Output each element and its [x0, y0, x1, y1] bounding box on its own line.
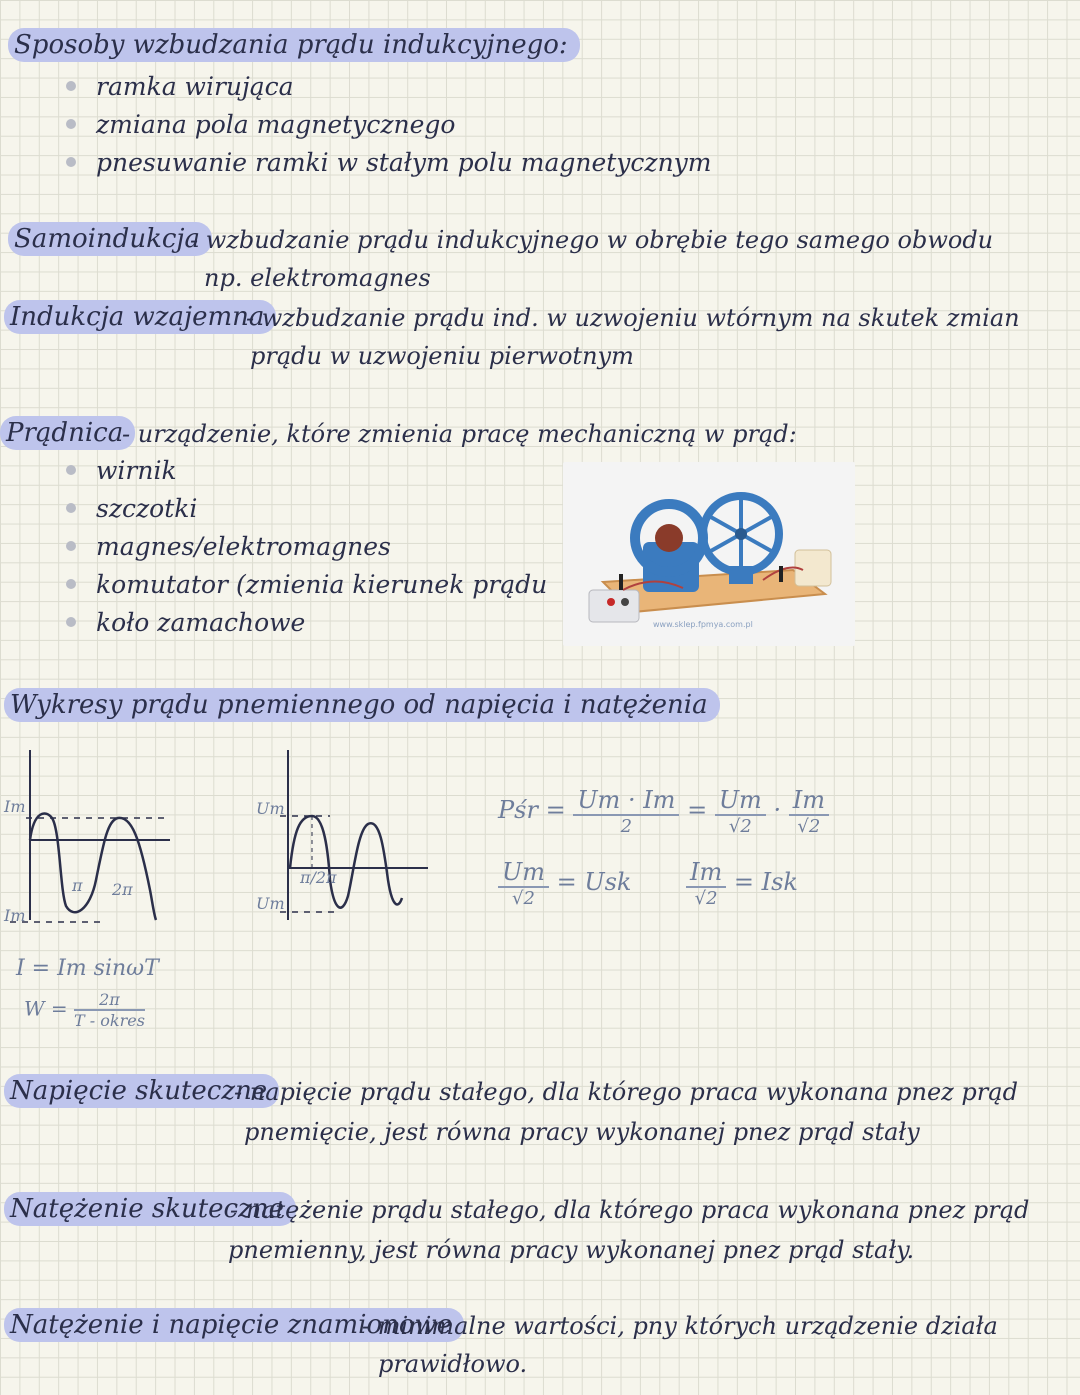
equation-current: I = Im sinωT	[16, 956, 159, 981]
power-den1: 2	[620, 816, 633, 837]
photo-caption: www.sklep.fpmya.com.pl	[653, 620, 753, 629]
isk-num: Im	[686, 858, 726, 888]
omega-num: 2π	[74, 990, 145, 1011]
usk-right: = Usk	[556, 868, 632, 896]
pradnica-definition: - urządzenie, które zmienia pracę mechaniczną w prąd:	[122, 420, 797, 448]
list-item: zmiana pola magnetycznego	[62, 106, 712, 144]
isk-den: √2	[694, 888, 718, 909]
power-num1: Um · Im	[573, 786, 679, 816]
omega-den: T - okres	[74, 1011, 145, 1030]
usk-num: Um	[498, 858, 549, 888]
isk-frac	[686, 858, 726, 909]
power-frac2	[715, 786, 766, 837]
isk-right: = Isk	[733, 868, 798, 896]
term-pradnica: Prądnica	[0, 416, 135, 450]
heading-wykresy: Wykresy prądu pnemiennego od napięcia i natężenia	[4, 688, 720, 722]
graph2-tick1: π/2	[300, 868, 327, 887]
indukcja-definition-line2: prądu w uzwojeniu pierwotnym	[250, 342, 634, 370]
graph2-bottom-label: Um	[256, 894, 285, 913]
list-item: szczotki	[62, 490, 547, 528]
equation-omega	[24, 990, 145, 1030]
samoindukcja-definition-line1: - wzbudzanie prądu indukcyjnego w obrębie tego samego obwodu	[190, 226, 994, 254]
power-left: Pśr =	[498, 796, 566, 824]
sposoby-list	[62, 68, 712, 182]
graph2-top-label: Um	[256, 799, 285, 818]
generator-photo	[563, 462, 855, 646]
list-item: pnesuwanie ramki w stałym polu magnetycznym	[62, 144, 712, 182]
power-frac1	[573, 786, 679, 837]
omega-left: W =	[24, 996, 68, 1021]
samoindukcja-definition-line2: np. elektromagnes	[204, 264, 431, 292]
usk-den: √2	[512, 888, 535, 909]
napiecie-definition-line1: - napięcie prądu stałego, dla którego praca wykonana pnez prąd	[234, 1078, 1018, 1106]
term-napiecie-skuteczne: Napięcie skuteczne	[4, 1074, 279, 1108]
graph-current	[0, 740, 200, 940]
generator-illustration	[563, 462, 855, 646]
list-item: magnes/elektromagnes	[62, 528, 547, 566]
power-eq: =	[687, 796, 708, 824]
usk-frac	[498, 858, 549, 909]
term-znamionowe: Natężenie i napięcie znamionowe	[4, 1308, 464, 1342]
heading-sposoby-text: Sposoby wzbudzania prądu indukcyjnego:	[14, 30, 568, 60]
natezenie-definition-line2: pnemienny, jest równa pracy wykonanej pnez prąd stały.	[228, 1236, 915, 1264]
power-num2: Um	[715, 786, 766, 816]
znamionowe-definition-line2: prawidłowo.	[378, 1350, 528, 1378]
formula-usk	[498, 858, 631, 909]
formula-power	[498, 786, 829, 837]
graph1-tick1: π	[72, 876, 83, 895]
list-item: koło zamachowe	[62, 604, 547, 642]
graph2-tick2: π	[326, 868, 337, 887]
omega-fraction	[74, 990, 145, 1030]
graph1-top-label: Im	[4, 797, 26, 816]
napiecie-definition-line2: pnemięcie, jest równa pracy wykonanej pnez prąd stały	[244, 1118, 920, 1146]
indukcja-definition-line1: - wzbudzanie prądu ind. w uzwojeniu wtórnym na skutek zmian	[246, 304, 1020, 332]
power-den2: √2	[728, 816, 752, 837]
term-natezenie-skuteczne: Natężenie skuteczne	[4, 1192, 296, 1226]
formula-isk	[686, 858, 798, 909]
list-item: ramka wirująca	[62, 68, 712, 106]
heading-sposoby	[8, 28, 580, 62]
natezenie-definition-line1: - natężenie prądu stałego, dla którego praca wykonana pnez prąd	[230, 1196, 1030, 1224]
term-samoindukcja: Samoindukcja	[8, 222, 212, 256]
list-item: wirnik	[62, 452, 547, 490]
term-indukcja-wzajemna: Indukcja wzajemna	[4, 300, 276, 334]
znamionowe-definition-line1: - minimalne wartości, pny których urządzenie działa	[362, 1312, 998, 1340]
graph1-tick2: 2π	[112, 880, 133, 899]
pradnica-parts-list	[62, 452, 547, 642]
power-den3: √2	[797, 816, 821, 837]
power-num3: Im	[789, 786, 829, 816]
graph1-bottom-label: Im	[4, 906, 26, 925]
list-item: komutator (zmienia kierunek prądu	[62, 566, 547, 604]
power-frac3	[789, 786, 829, 837]
power-dot: ·	[773, 796, 782, 824]
